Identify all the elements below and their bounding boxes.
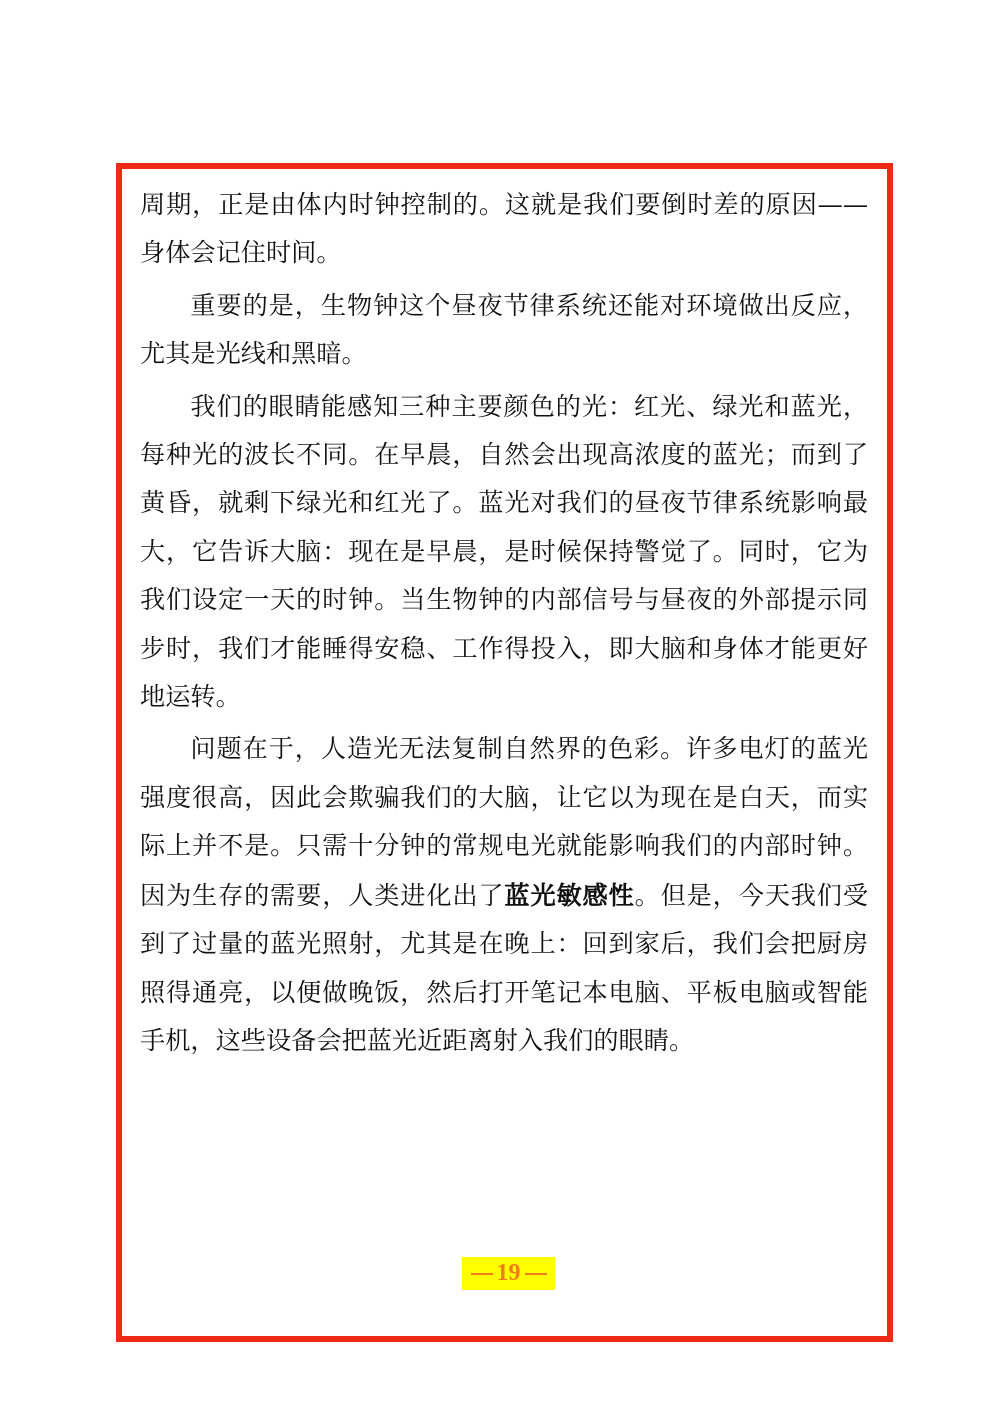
body-text — [140, 181, 868, 1069]
dash-right-icon — [525, 1273, 547, 1275]
page-number-badge — [462, 1257, 555, 1290]
page-frame — [116, 163, 893, 1342]
page-number: 19 — [496, 1260, 521, 1286]
paragraph-4 — [140, 725, 868, 1065]
paragraph-1: 周期，正是由体内时钟控制的。这就是我们要倒时差的原因——身体会记住时间。 — [140, 190, 868, 268]
paragraph-4-text-before: 问题在于，人造光无法复制自然界的色彩。许多电灯的蓝光强度很高，因此会欺骗我们的大脑，让它以为现在是白天，而实际上并不是。只需十分钟的常规电光就能影响我们的内部时钟。因为生存的需要，人类进化出了 — [140, 734, 868, 910]
paragraph-4-text-after: 。但是，今天我们受到了过量的蓝光照射，尤其是在晚上：回到家后，我们会把厨房照得通亮，以便做晚饭，然后打开笔记本电脑、平板电脑或智能手机，这些设备会把蓝光近距离射入我们的眼睛。 — [140, 880, 869, 1055]
paragraph-2: 重要的是，生物钟这个昼夜节律系统还能对环境做出反应，尤其是光线和黑暗。 — [140, 290, 868, 369]
dash-left-icon — [471, 1273, 493, 1275]
paragraph-3: 我们的眼睛能感知三种主要颜色的光：红光、绿光和蓝光，每种光的波长不同。在早晨，自然会出现高浓度的蓝光；而到了黄昏，就剩下绿光和红光了。蓝光对我们的昼夜节律系统影响最大，它告诉大脑：现在是早晨，是时候保持警觉了。同时，它为我们设定一天的时钟。当生物钟的内部信号与昼夜的外部提示同步时，我们才能睡得安稳、工作得投入，即大脑和身体才能更好地运转。 — [140, 391, 868, 712]
bold-term: 蓝光敏感性 — [504, 879, 635, 910]
